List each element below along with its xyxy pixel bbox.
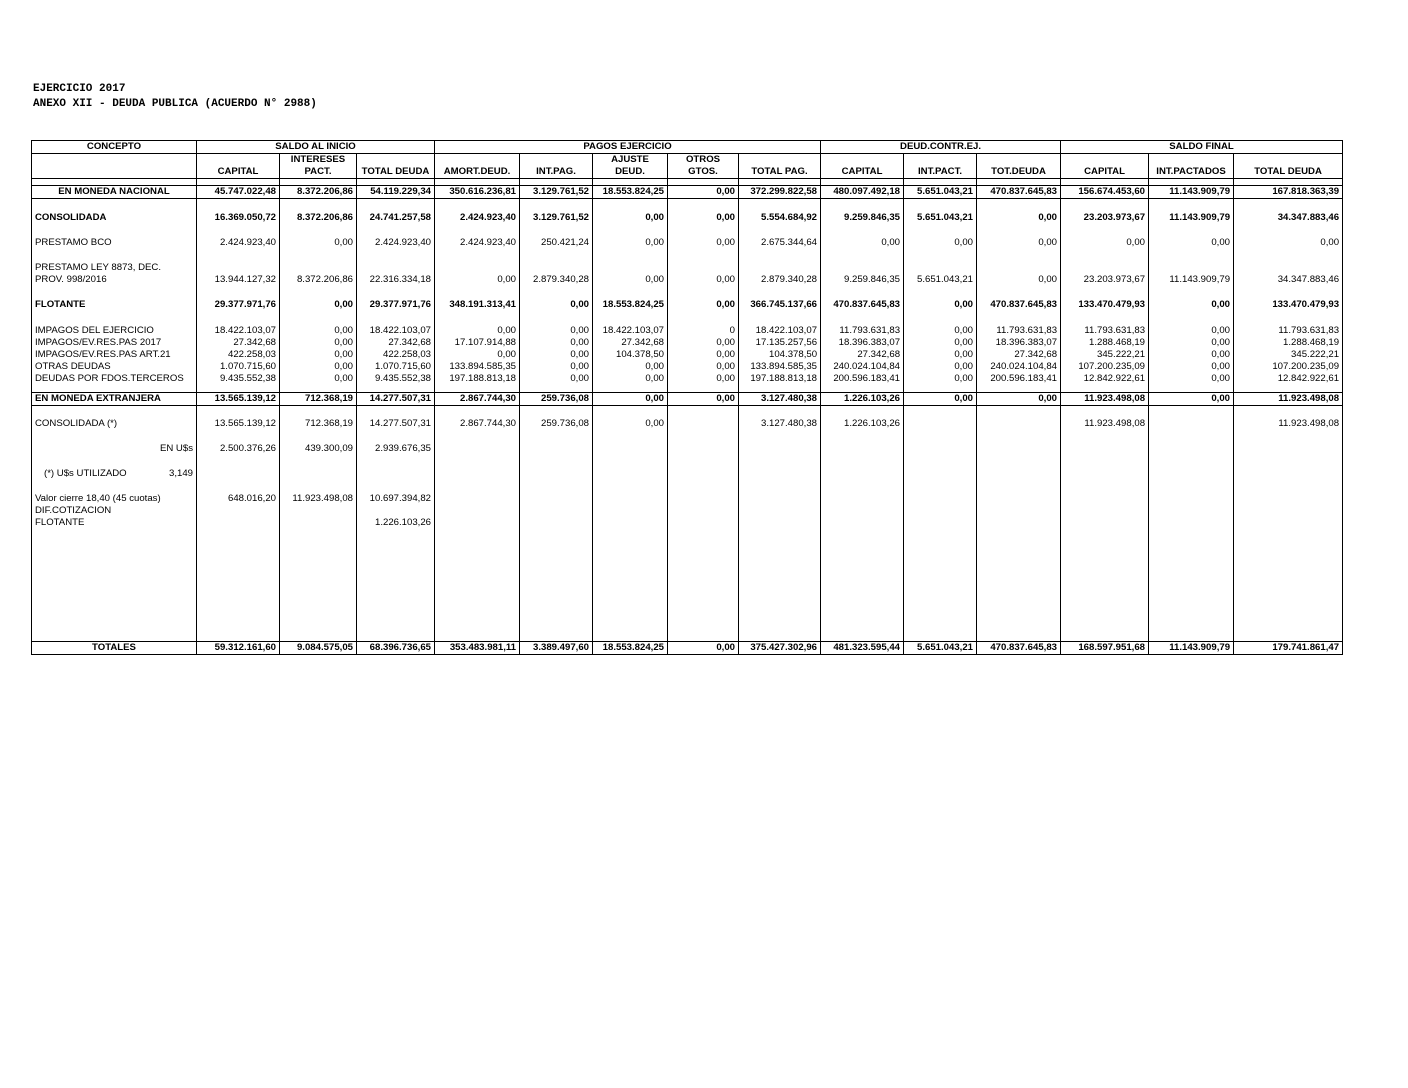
row-label: DIF.COTIZACION: [32, 505, 197, 517]
value-cell: 712.368,19: [280, 393, 357, 406]
value-cell: 0,00: [904, 237, 977, 249]
value-cell: 0,00: [668, 299, 739, 311]
group-header-row: [32, 141, 1343, 154]
value-cell: 0,00: [1149, 349, 1234, 361]
value-cell: 712.368,19: [280, 418, 357, 430]
value-cell: 17.107.914,88: [435, 337, 520, 349]
value-cell: 2.424.923,40: [357, 237, 435, 249]
value-cell: 0: [668, 325, 739, 337]
value-cell: 0,00: [435, 274, 520, 286]
value-cell: 13.565.139,12: [197, 418, 280, 430]
value-cell: 133.470.479,93: [1234, 299, 1343, 311]
value-cell: 366.745.137,66: [739, 299, 821, 311]
row-label: DEUDAS POR FDOS.TERCEROS: [32, 373, 197, 385]
value-cell: 29.377.971,76: [197, 299, 280, 311]
value-cell: 0,00: [520, 325, 593, 337]
value-cell: 0,00: [904, 337, 977, 349]
value-cell: 5.554.684,92: [739, 212, 821, 224]
value-cell: 11.923.498,08: [1234, 393, 1343, 406]
value-cell: 0,00: [1149, 299, 1234, 311]
value-cell: 0,00: [904, 299, 977, 311]
value-cell: 167.818.363,39: [1234, 186, 1343, 199]
value-cell: 34.347.883,46: [1234, 212, 1343, 224]
value-cell: 2.939.676,35: [357, 443, 435, 455]
value-cell: 470.837.645,83: [977, 186, 1061, 199]
value-cell: 5.651.043,21: [904, 212, 977, 224]
value-cell: 0,00: [1061, 237, 1149, 249]
value-cell: 345.222,21: [1234, 349, 1343, 361]
value-cell: [904, 418, 977, 430]
value-cell: 107.200.235,09: [1234, 361, 1343, 373]
table-row: [32, 373, 1343, 385]
value-cell: 0,00: [668, 642, 739, 655]
table-row: [32, 493, 1343, 505]
value-cell: 11.793.631,83: [1234, 325, 1343, 337]
value-cell: 0,00: [280, 337, 357, 349]
row-label: FLOTANTE: [32, 517, 197, 529]
value-cell: 648.016,20: [197, 493, 280, 505]
value-cell: 259.736,08: [520, 418, 593, 430]
value-cell: 0,00: [977, 274, 1061, 286]
sf-total-header: TOTAL DEUDA: [1234, 166, 1343, 179]
si-total-header: TOTAL DEUDA: [357, 166, 435, 179]
value-cell: 27.342,68: [357, 337, 435, 349]
value-cell: 0,00: [280, 299, 357, 311]
value-cell: 375.427.302,96: [739, 642, 821, 655]
saldo-final-header: SALDO FINAL: [1061, 141, 1343, 154]
value-cell: 9.084.575,05: [280, 642, 357, 655]
value-cell: 5.651.043,21: [904, 642, 977, 655]
value-cell: 240.024.104,84: [821, 361, 904, 373]
value-cell: 0,00: [1149, 337, 1234, 349]
total-pag-header: TOTAL PAG.: [739, 166, 821, 179]
value-cell: 12.842.922,61: [1061, 373, 1149, 385]
value-cell: 1.226.103,26: [357, 517, 435, 529]
value-cell: 11.923.498,08: [1061, 418, 1149, 430]
value-cell: 0,00: [593, 274, 668, 286]
table-row: [32, 418, 1343, 430]
value-cell: 133.894.585,35: [435, 361, 520, 373]
d-int-header: INT.PACT.: [904, 166, 977, 179]
value-cell: 0,00: [977, 237, 1061, 249]
usd-rate-value: 3,149: [168, 467, 193, 479]
table-row-label-extra: [32, 262, 1343, 274]
value-cell: 200.596.183,41: [977, 373, 1061, 385]
value-cell: 350.616.236,81: [435, 186, 520, 199]
table-row: [32, 443, 1343, 455]
table-row: [32, 325, 1343, 337]
otros-header: OTROS: [668, 154, 739, 167]
value-cell: 0,00: [520, 337, 593, 349]
value-cell: 104.378,50: [593, 349, 668, 361]
value-cell: 27.342,68: [977, 349, 1061, 361]
row-label: PRESTAMO BCO: [32, 237, 197, 249]
table-row: [32, 237, 1343, 249]
value-cell: 17.135.257,56: [739, 337, 821, 349]
value-cell: 422.258,03: [197, 349, 280, 361]
value-cell: 1.226.103,26: [821, 418, 904, 430]
value-cell: 8.372.206,86: [280, 274, 357, 286]
value-cell: 372.299.822,58: [739, 186, 821, 199]
value-cell: 422.258,03: [357, 349, 435, 361]
value-cell: 3.389.497,60: [520, 642, 593, 655]
value-cell: 45.747.022,48: [197, 186, 280, 199]
value-cell: 3.127.480,38: [739, 418, 821, 430]
table-row: [32, 186, 1343, 199]
value-cell: 0,00: [593, 237, 668, 249]
row-label: CONSOLIDADA (*): [32, 418, 197, 430]
value-cell: 2.424.923,40: [197, 237, 280, 249]
value-cell: 23.203.973,67: [1061, 212, 1149, 224]
value-cell: 0,00: [904, 325, 977, 337]
value-cell: 197.188.813,18: [739, 373, 821, 385]
si-capital-header: CAPITAL: [197, 166, 280, 179]
value-cell: 11.143.909,79: [1149, 186, 1234, 199]
row-label: EN U$s: [32, 443, 197, 455]
value-cell: 1.288.468,19: [1234, 337, 1343, 349]
row-label: EN MONEDA EXTRANJERA: [32, 393, 197, 406]
value-cell: 18.422.103,07: [593, 325, 668, 337]
value-cell: 0,00: [668, 337, 739, 349]
intereses-header: INTERESES: [280, 154, 357, 167]
value-cell: 23.203.973,67: [1061, 274, 1149, 286]
value-cell: [668, 418, 739, 430]
row-label: EN MONEDA NACIONAL: [32, 186, 197, 199]
table-row: [32, 274, 1343, 286]
row-label: IMPAGOS/EV.RES.PAS ART.21: [32, 349, 197, 361]
usd-rate-cell: [32, 468, 197, 480]
value-cell: 29.377.971,76: [357, 299, 435, 311]
amort-header: AMORT.DEUD.: [435, 166, 520, 179]
value-cell: 0,00: [821, 237, 904, 249]
value-cell: 14.277.507,31: [357, 418, 435, 430]
value-cell: 0,00: [668, 212, 739, 224]
value-cell: 2.424.923,40: [435, 237, 520, 249]
value-cell: 3.129.761,52: [520, 186, 593, 199]
value-cell: 22.316.334,18: [357, 274, 435, 286]
value-cell: 0,00: [280, 325, 357, 337]
value-cell: 13.565.139,12: [197, 393, 280, 406]
value-cell: 0,00: [668, 393, 739, 406]
value-cell: 2.867.744,30: [435, 418, 520, 430]
value-cell: 0,00: [520, 373, 593, 385]
value-cell: 18.396.383,07: [977, 337, 1061, 349]
value-cell: 10.697.394,82: [357, 493, 435, 505]
value-cell: 12.842.922,61: [1234, 373, 1343, 385]
value-cell: 107.200.235,09: [1061, 361, 1149, 373]
value-cell: 0,00: [280, 361, 357, 373]
value-cell: 439.300,09: [280, 443, 357, 455]
row-label: IMPAGOS DEL EJERCICIO: [32, 325, 197, 337]
value-cell: 133.894.585,35: [739, 361, 821, 373]
value-cell: 0,00: [520, 361, 593, 373]
value-cell: 197.188.813,18: [435, 373, 520, 385]
row-label: OTRAS DEUDAS: [32, 361, 197, 373]
value-cell: 179.741.861,47: [1234, 642, 1343, 655]
value-cell: 480.097.492,18: [821, 186, 904, 199]
value-cell: 11.793.631,83: [977, 325, 1061, 337]
value-cell: 8.372.206,86: [280, 186, 357, 199]
value-cell: 250.421,24: [520, 237, 593, 249]
row-label: TOTALES: [32, 642, 197, 655]
document-header: [33, 82, 317, 112]
value-cell: 259.736,08: [520, 393, 593, 406]
value-cell: 1.226.103,26: [821, 393, 904, 406]
value-cell: 0,00: [1149, 393, 1234, 406]
value-cell: 8.372.206,86: [280, 212, 357, 224]
exercise-title: EJERCICIO 2017: [33, 83, 126, 95]
value-cell: 0,00: [593, 373, 668, 385]
value-cell: 133.470.479,93: [1061, 299, 1149, 311]
deud-header: DEUD.CONTR.EJ.: [821, 141, 1061, 154]
annex-title: ANEXO XII - DEUDA PUBLICA (ACUERDO N° 2988): [33, 98, 317, 110]
value-cell: 0,00: [435, 349, 520, 361]
value-cell: 9.435.552,38: [357, 373, 435, 385]
value-cell: 11.923.498,08: [280, 493, 357, 505]
value-cell: 2.867.744,30: [435, 393, 520, 406]
ajuste-deud-header: DEUD.: [593, 166, 668, 179]
value-cell: 481.323.595,44: [821, 642, 904, 655]
usd-rate-label: (*) U$s UTILIZADO: [44, 467, 127, 479]
table-row: [32, 337, 1343, 349]
value-cell: 470.837.645,83: [821, 299, 904, 311]
value-cell: 0,00: [520, 299, 593, 311]
value-cell: 0,00: [280, 349, 357, 361]
value-cell: 18.553.824,25: [593, 186, 668, 199]
value-cell: 11.793.631,83: [1061, 325, 1149, 337]
value-cell: 1.288.468,19: [1061, 337, 1149, 349]
value-cell: 0,00: [593, 393, 668, 406]
value-cell: 11.793.631,83: [821, 325, 904, 337]
value-cell: 0,00: [668, 274, 739, 286]
concepto-header: CONCEPTO: [32, 141, 197, 154]
value-cell: 0,00: [280, 373, 357, 385]
value-cell: 200.596.183,41: [821, 373, 904, 385]
table-row: [32, 212, 1343, 224]
value-cell: 0,00: [668, 373, 739, 385]
public-debt-table: [31, 140, 1343, 655]
value-cell: 18.422.103,07: [357, 325, 435, 337]
value-cell: 345.222,21: [1061, 349, 1149, 361]
value-cell: 68.396.736,65: [357, 642, 435, 655]
value-cell: 348.191.313,41: [435, 299, 520, 311]
dif-cotizacion-row: [32, 505, 1343, 517]
value-cell: 0,00: [1234, 237, 1343, 249]
value-cell: [977, 418, 1061, 430]
int-pag-header: INT.PAG.: [520, 166, 593, 179]
value-cell: 1.070.715,60: [357, 361, 435, 373]
value-cell: 240.024.104,84: [977, 361, 1061, 373]
value-cell: 27.342,68: [593, 337, 668, 349]
value-cell: 13.944.127,32: [197, 274, 280, 286]
row-label: CONSOLIDADA: [32, 212, 197, 224]
value-cell: 168.597.951,68: [1061, 642, 1149, 655]
value-cell: 18.422.103,07: [197, 325, 280, 337]
row-label: FLOTANTE: [32, 299, 197, 311]
value-cell: 27.342,68: [197, 337, 280, 349]
table-row: [32, 299, 1343, 311]
value-cell: 11.143.909,79: [1149, 274, 1234, 286]
value-cell: 3.127.480,38: [739, 393, 821, 406]
value-cell: 3.129.761,52: [520, 212, 593, 224]
pagos-header: PAGOS EJERCICIO: [435, 141, 821, 154]
value-cell: 59.312.161,60: [197, 642, 280, 655]
value-cell: 9.259.846,35: [821, 274, 904, 286]
value-cell: 104.378,50: [739, 349, 821, 361]
value-cell: 0,00: [904, 349, 977, 361]
value-cell: 18.422.103,07: [739, 325, 821, 337]
value-cell: 0,00: [1149, 361, 1234, 373]
ajuste-header: AJUSTE: [593, 154, 668, 167]
value-cell: 9.259.846,35: [821, 212, 904, 224]
flotante-ext-row: [32, 517, 1343, 529]
value-cell: 18.396.383,07: [821, 337, 904, 349]
value-cell: 0,00: [977, 393, 1061, 406]
value-cell: 0,00: [668, 361, 739, 373]
value-cell: 470.837.645,83: [977, 299, 1061, 311]
value-cell: 0,00: [668, 186, 739, 199]
table-row: [32, 361, 1343, 373]
si-pact-header: PACT.: [280, 166, 357, 179]
table-row: [32, 349, 1343, 361]
value-cell: 2.424.923,40: [435, 212, 520, 224]
value-cell: 0,00: [668, 237, 739, 249]
value-cell: 34.347.883,46: [1234, 274, 1343, 286]
row-label-2: PROV. 998/2016: [32, 274, 197, 286]
value-cell: 2.879.340,28: [520, 274, 593, 286]
d-tot-header: TOT.DEUDA: [977, 166, 1061, 179]
value-cell: 11.923.498,08: [1234, 418, 1343, 430]
value-cell: 0,00: [593, 212, 668, 224]
value-cell: 5.651.043,21: [904, 274, 977, 286]
value-cell: 0,00: [668, 349, 739, 361]
value-cell: 1.070.715,60: [197, 361, 280, 373]
value-cell: 0,00: [904, 361, 977, 373]
value-cell: 0,00: [593, 361, 668, 373]
sf-capital-header: CAPITAL: [1061, 166, 1149, 179]
sf-int-header: INT.PACTADOS: [1149, 166, 1234, 179]
value-cell: 0,00: [520, 349, 593, 361]
d-capital-header: CAPITAL: [821, 166, 904, 179]
value-cell: 27.342,68: [821, 349, 904, 361]
value-cell: 16.369.050,72: [197, 212, 280, 224]
value-cell: 2.879.340,28: [739, 274, 821, 286]
value-cell: 11.143.909,79: [1149, 212, 1234, 224]
value-cell: 2.500.376,26: [197, 443, 280, 455]
value-cell: 470.837.645,83: [977, 642, 1061, 655]
subheader-row-2: [32, 166, 1343, 179]
value-cell: 18.553.824,25: [593, 642, 668, 655]
value-cell: 0,00: [435, 325, 520, 337]
value-cell: 11.923.498,08: [1061, 393, 1149, 406]
value-cell: 11.143.909,79: [1149, 642, 1234, 655]
value-cell: 5.651.043,21: [904, 186, 977, 199]
table-row: [32, 393, 1343, 406]
value-cell: 24.741.257,58: [357, 212, 435, 224]
value-cell: 0,00: [904, 393, 977, 406]
value-cell: 353.483.981,11: [435, 642, 520, 655]
row-label: Valor cierre 18,40 (45 cuotas): [32, 493, 197, 505]
value-cell: 0,00: [1149, 237, 1234, 249]
value-cell: 0,00: [1149, 373, 1234, 385]
row-label: IMPAGOS/EV.RES.PAS 2017: [32, 337, 197, 349]
value-cell: 9.435.552,38: [197, 373, 280, 385]
value-cell: 2.675.344,64: [739, 237, 821, 249]
value-cell: 0,00: [977, 212, 1061, 224]
usd-rate-row: [32, 468, 1343, 480]
value-cell: 0,00: [593, 418, 668, 430]
value-cell: [1149, 418, 1234, 430]
value-cell: 0,00: [280, 237, 357, 249]
row-label: PRESTAMO LEY 8873, DEC.: [32, 262, 197, 274]
subheader-row-1: [32, 154, 1343, 167]
value-cell: 54.119.229,34: [357, 186, 435, 199]
value-cell: 14.277.507,31: [357, 393, 435, 406]
value-cell: 0,00: [1149, 325, 1234, 337]
value-cell: 0,00: [904, 373, 977, 385]
saldo-inicio-header: SALDO AL INICIO: [197, 141, 435, 154]
totals-row: [32, 642, 1343, 655]
otros-gtos-header: GTOS.: [668, 166, 739, 179]
value-cell: 156.674.453,60: [1061, 186, 1149, 199]
value-cell: 18.553.824,25: [593, 299, 668, 311]
